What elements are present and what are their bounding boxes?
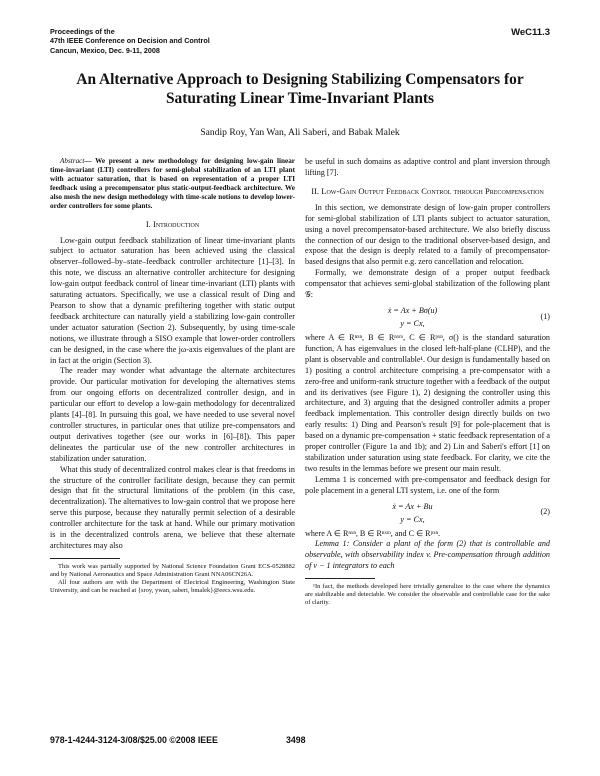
footnote-rule (50, 558, 120, 559)
paper-authors: Sandip Roy, Yan Wan, Ali Saberi, and Babak Malek (200, 127, 400, 138)
paragraph: Low-gain output feedback stabilization of linear time-invariant plants subject to actuator saturation has been achieved using the classical observer–followed–by–state–feedback controller architecture [1]–[3]. In this note, we discuss an alternative controller architecture for designing low-gain output feedback control of linear time-invariant (LTI) plants with saturating actuators. Specifically, we use a classical result of Ding and Pearson to show that a dynamic prefiltering together with static output feedback architecture can naturally yield a stabilizing low-gain controller under actuator saturation (Section 2). Subsequently, by using time-scale notions, we illustrate through a SISO example that lower-order controllers can be designed, in the case where the jω-axis eigenvalues of the plant are in fact at the origin (Section 3). (50, 235, 295, 365)
paragraph: Formally, we demonstrate design of a proper output feedback compensator that achieves semi-global stabilization of the following plant 𝒢: (305, 268, 550, 300)
abstract-text: — We present a new methodology for designing low-gain linear time-invariant (LTI) controllers for semi-global stabilization of an LTI plant with actuator saturation, that is based on representation of a proper LTI feedback using a precompensator plus static-output-feedback architecture. We also mesh the new design methodology with time-scale notions to develop lower-order controllers for some plants. (50, 157, 295, 211)
equation-number: (1) (540, 311, 550, 321)
equation-line: ẋ = Ax + Bσ(u) (387, 305, 438, 315)
paragraph: What this study of decentralized control makes clear is that freedoms in the structure of the controller facilitate design, because they can permit design that fit the structural limitations of the problem (in this case, decentralization). The alternatives to low-gain control that we propose here serve this purpose, because they naturally permit selection of a desirable controller architecture for the task at hand. While our primary motivation is in the decentralized controls arena, we believe that these alternate architectures may also (50, 464, 295, 550)
right-column (305, 157, 550, 607)
section-heading-introduction: I. Introduction (145, 218, 200, 229)
proceedings-line: 47th IEEE Conference on Decision and Control (50, 36, 210, 46)
equation-1 (305, 303, 550, 331)
left-column (50, 157, 295, 595)
section-heading-low-gain: II. Low-Gain Output Feedback Control through Precompensation (311, 185, 544, 196)
session-code: WeC11.3 (511, 27, 550, 38)
proceedings-header (50, 27, 350, 55)
abstract-label: Abstract (60, 157, 85, 165)
proceedings-line: Proceedings of the (50, 27, 115, 36)
equation-line: y = Cx, (400, 514, 425, 524)
paragraph: In this section, we demonstrate design of low-gain proper controllers for semi-global stabilization of LTI plants subject to actuator saturation, using a novel precompensator-based architecture. We also briefly discuss the connection of our design to the traditional observer-based design, and expose that the design is deeply related to a family of precompensator-based designs that also permit e.g. zero cancellation and relocation. (305, 202, 550, 267)
footnote: This work was partially supported by National Science Foundation Grant ECS-0528882 and by National Aeronautics and Space Administration Grant NNA06CN26A. (50, 562, 295, 578)
footnote: ¹In fact, the methods developed here trivially generalize to the case where the dynamics are stabilizable and detectable. We consider the observable and controllable case for the sake of clarity. (305, 583, 550, 607)
lemma-1: Lemma 1: Consider a plant of the form (2) that is controllable and observable, with observability index v. Pre-compensation through addition of v − 1 integrators to each (305, 539, 550, 571)
isbn-footer: 978-1-4244-3124-3/08/$25.00 ©2008 IEEE (50, 735, 218, 745)
equation-number: (2) (540, 507, 550, 517)
equation-line: y = Cx, (400, 318, 425, 328)
paragraph-continuation: be useful in such domains as adaptive control and plant inversion through lifting [7]. (305, 157, 550, 177)
proceedings-line: Cancun, Mexico, Dec. 9-11, 2008 (50, 45, 160, 55)
paragraph: Lemma 1 is concerned with pre-compensator and feedback design for pole placement in a general LTI system, i.e. one of the form (305, 474, 550, 495)
paragraph: where A ∈ Rⁿˣⁿ, B ∈ Rⁿˣᵐ, C ∈ Rᵖˣⁿ, σ() is the standard saturation function, A has eigenvalues in the closed left-half-plane (CLHP), and the plant is observable and controllable¹. Our design is fundamentally based on 1) positing a control architecture comprising a pre-compensator with a zero-free and uniform-rank structure together with a feedback of the output and its derivatives (see Figure 1), 2) designing the controller using this architecture, and 3) arguing that the designed controller admits a proper feedback implementation. This controller design directly builds on two early results: 1) Ding and Pearson's result [9] for pole-placement that is based on a dynamic pre-compensation + static feedback representation of a proper controller (Figure 1a and 1b); and 2) Lin and Saberi's effort [1] on stabilization under saturation using state feedback. For clarity, we cite the two results in the lemmas before we present our main result. (305, 332, 550, 473)
paragraph: The reader may wonder what advantage the alternate architectures provide. Our particular motivation for developing the alternatives stems from our ongoing efforts on decentralized controller design, and in particular our effort to develop a low-gain methodology for decentralized plants [4]–[8]. In pursuing this goal, we have needed to use several novel controller structures, in particular ones that utilize pre-compensators and output derivatives together (see our works in [6]–[8]). This paper delineates the particular use of the new controller architectures in stabilization under saturation. (50, 366, 295, 463)
abstract (50, 157, 295, 212)
equation-line: ẋ = Ax + Bu (392, 501, 433, 511)
footnote-rule (305, 578, 375, 579)
page-number: 3498 (286, 735, 306, 745)
paper-title: An Alternative Approach to Designing Stabilizing Compensators for Saturating Linear Time-Invariant Plants (76, 71, 524, 107)
footnote: All four authors are with the Department of Electrical Engineering, Washington State University, and can be reached at {sroy, ywan, saberi, bmalek}@eecs.wsu.edu. (50, 579, 295, 595)
paragraph: where A ∈ Rⁿˣⁿ, B ∈ Rⁿˣᵐ, and C ∈ Rᵖˣⁿ. (305, 528, 441, 538)
equation-2 (305, 499, 550, 527)
